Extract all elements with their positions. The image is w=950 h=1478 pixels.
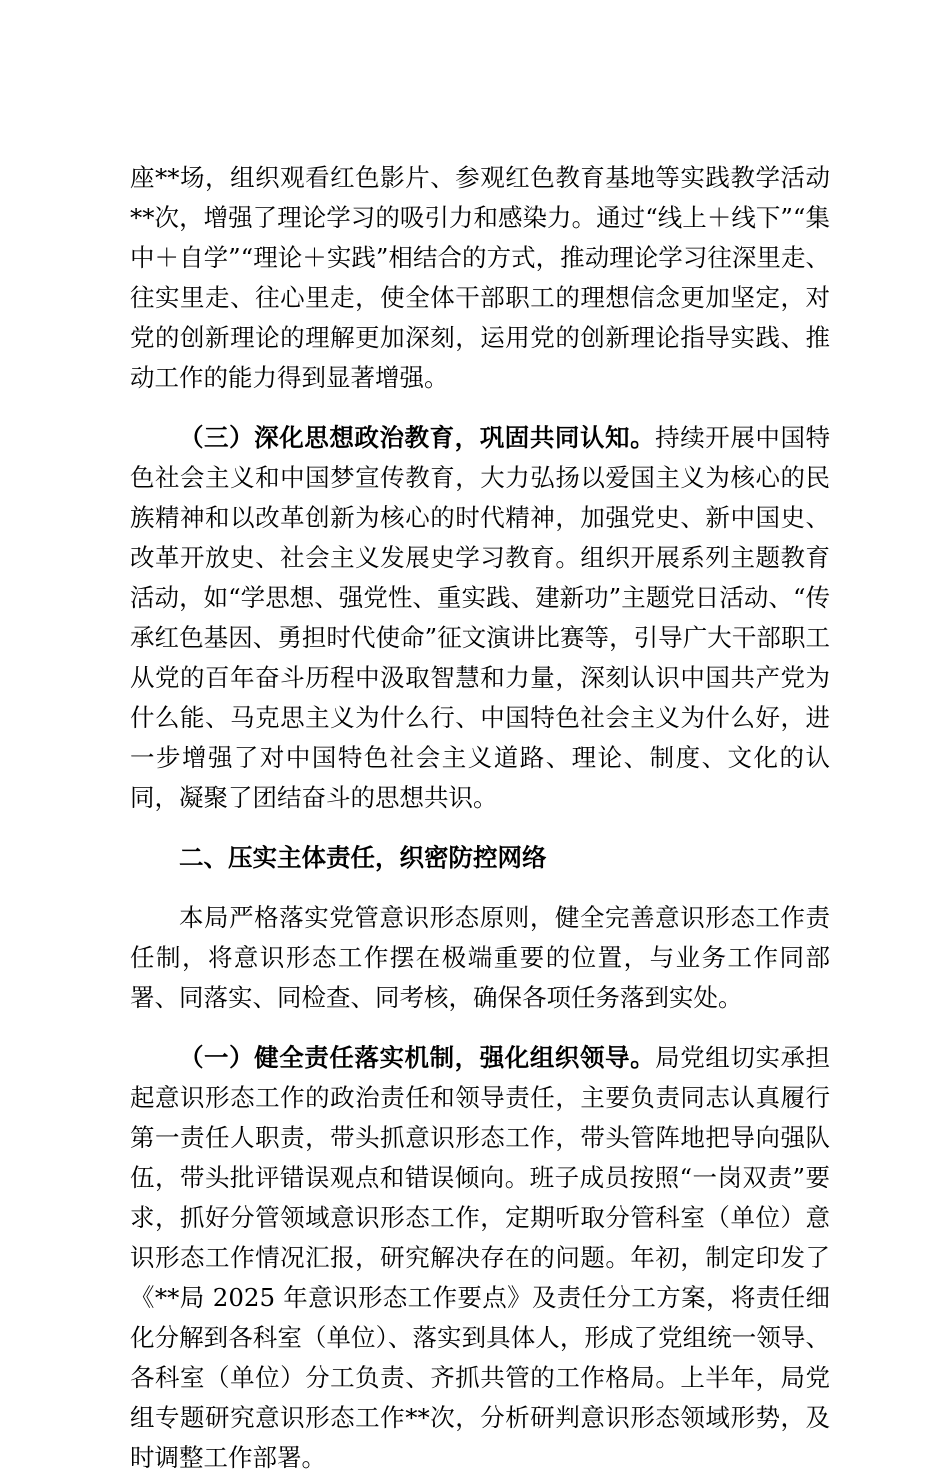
section-1-lead: （一）健全责任落实机制，强化组织领导。 (179, 1043, 656, 1072)
document-page (130, 158, 830, 1478)
heading-part-2: 二、压实主体责任，织密防控网络 (179, 843, 547, 872)
paragraph-section-3 (130, 418, 830, 818)
section-3-body: 持续开展中国特色社会主义和中国梦宣传教育，大力弘扬以爱国主义为核心的民族精神和以改革创新为核心的时代精神，加强党史、新中国史、改革开放史、社会主义发展史学习教育。组织开展系列主题教育活动，如“学思想、强党性、重实践、建新功”主题党日活动、“传承红色基因、勇担时代使命”征文演讲比赛等，引导广大干部职工从党的百年奋斗历程中汲取智慧和力量，深刻认识中国共产党为什么能、马克思主义为什么行、中国特色社会主义为什么好，进一步增强了对中国特色社会主义道路、理论、制度、文化的认同，凝聚了团结奋斗的思想共识。 (130, 423, 830, 812)
section-1-body: 局党组切实承担起意识形态工作的政治责任和领导责任，主要负责同志认真履行第一责任人职责，带头抓意识形态工作，带头管阵地把导向强队伍，带头批评错误观点和错误倾向。班子成员按照“一岗双责”要求，抓好分管领域意识形态工作，定期听取分管科室（单位）意识形态工作情况汇报，研究解决存在的问题。年初，制定印发了《**局 2025 年意识形态工作要点》及责任分工方案，将责任细化分解到各科室（单位）、落实到具体人，形成了党组统一领导、各科室（单位）分工负责、齐抓共管的工作格局。上半年，局党组专题研究意识形态工作**次，分析研判意识形态领域形势，及时调整工作部署。 (130, 1043, 830, 1472)
paragraph-continuation: 座**场，组织观看红色影片、参观红色教育基地等实践教学活动**次，增强了理论学习的吸引力和感染力。通过“线上＋线下”“集中＋自学”“理论＋实践”相结合的方式，推动理论学习往深里走、往实里走、往心里走，使全体干部职工的理想信念更加坚定，对党的创新理论的理解更加深刻，运用党的创新理论指导实践、推动工作的能力得到显著增强。 (130, 163, 830, 392)
section-3-lead: （三）深化思想政治教育，巩固共同认知。 (179, 423, 656, 452)
paragraph-section-1 (130, 1038, 830, 1478)
paragraph-part-2-intro: 本局严格落实党管意识形态原则，健全完善意识形态工作责任制，将意识形态工作摆在极端重要的位置，与业务工作同部署、同落实、同检查、同考核，确保各项任务落到实处。 (130, 903, 830, 1012)
